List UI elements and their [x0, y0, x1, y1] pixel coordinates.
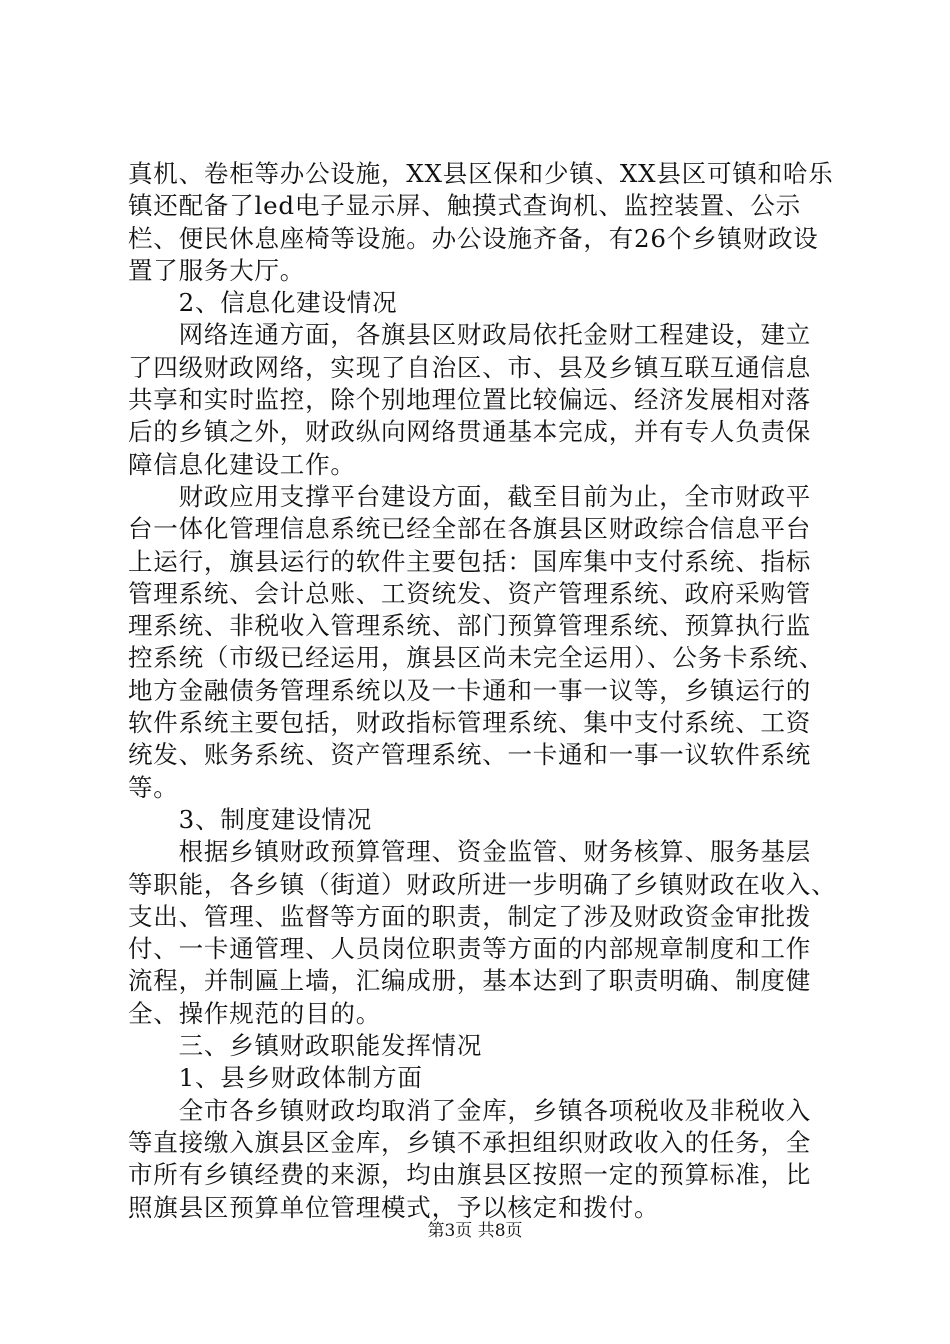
text-line: 统发、账务系统、资产管理系统、一卡通和一事一议软件系统	[128, 740, 812, 770]
text-line: 市所有乡镇经费的来源，均由旗县区按照一定的预算标准，比	[128, 1160, 812, 1190]
section-heading: 2、信息化建设情况	[128, 288, 398, 318]
text-line: 置了服务大厅。	[128, 255, 306, 285]
section-heading: 三、乡镇财政职能发挥情况	[128, 1031, 483, 1061]
text-line: 财政应用支撑平台建设方面，截至目前为止，全市财政平	[128, 481, 812, 511]
text-line: 共享和实时监控，除个别地理位置比较偏远、经济发展相对落	[128, 385, 812, 415]
text-line: 根据乡镇财政预算管理、资金监管、财务核算、服务基层	[128, 837, 812, 867]
text-line: 真机、卷柜等办公设施，XX县区保和少镇、XX县区可镇和哈乐	[128, 159, 834, 188]
section-heading: 3、制度建设情况	[128, 804, 373, 834]
text-line: 付、一卡通管理、人员岗位职责等方面的内部规章制度和工作	[128, 934, 812, 964]
text-line: 了四级财政网络，实现了自治区、市、县及乡镇互联互通信息	[128, 352, 812, 382]
text-line: 全、操作规范的目的。	[128, 998, 381, 1028]
page-number-footer: 第3页 共8页	[427, 1221, 523, 1241]
text-line: 支出、管理、监督等方面的职责，制定了涉及财政资金审批拨	[128, 901, 812, 931]
text-line: 等。	[128, 772, 179, 802]
text-line: 障信息化建设工作。	[128, 449, 356, 479]
text-line: 理系统、非税收入管理系统、部门预算管理系统、预算执行监	[128, 611, 812, 641]
text-line: 网络连通方面，各旗县区财政局依托金财工程建设，建立	[128, 320, 812, 350]
text-line: 软件系统主要包括，财政指标管理系统、集中支付系统、工资	[128, 708, 812, 738]
text-line: 台一体化管理信息系统已经全部在各旗县区财政综合信息平台	[128, 514, 812, 544]
text-line: 等直接缴入旗县区金库，乡镇不承担组织财政收入的任务，全	[128, 1127, 812, 1157]
section-heading: 1、县乡财政体制方面	[128, 1063, 423, 1093]
text-line: 流程，并制匾上墙，汇编成册，基本达到了职责明确、制度健	[128, 966, 812, 996]
text-line: 栏、便民休息座椅等设施。办公设施齐备，有26个乡镇财政设	[128, 223, 819, 253]
document-body	[128, 158, 837, 1224]
text-line: 镇还配备了led电子显示屏、触摸式查询机、监控装置、公示	[128, 191, 801, 221]
text-line: 等职能，各乡镇（街道）财政所进一步明确了乡镇财政在收入、	[128, 869, 837, 899]
text-line: 后的乡镇之外，财政纵向网络贯通基本完成，并有专人负责保	[128, 417, 812, 447]
text-line: 管理系统、会计总账、工资统发、资产管理系统、政府采购管	[128, 578, 812, 608]
text-line: 地方金融债务管理系统以及一卡通和一事一议等，乡镇运行的	[128, 675, 812, 705]
text-line: 上运行，旗县运行的软件主要包括：国库集中支付系统、指标	[128, 546, 812, 576]
text-line: 控系统（市级已经运用，旗县区尚未完全运用）、公务卡系统、	[128, 643, 825, 673]
text-line: 照旗县区预算单位管理模式，予以核定和拨付。	[128, 1192, 660, 1222]
text-line: 全市各乡镇财政均取消了金库，乡镇各项税收及非税收入	[128, 1095, 812, 1125]
